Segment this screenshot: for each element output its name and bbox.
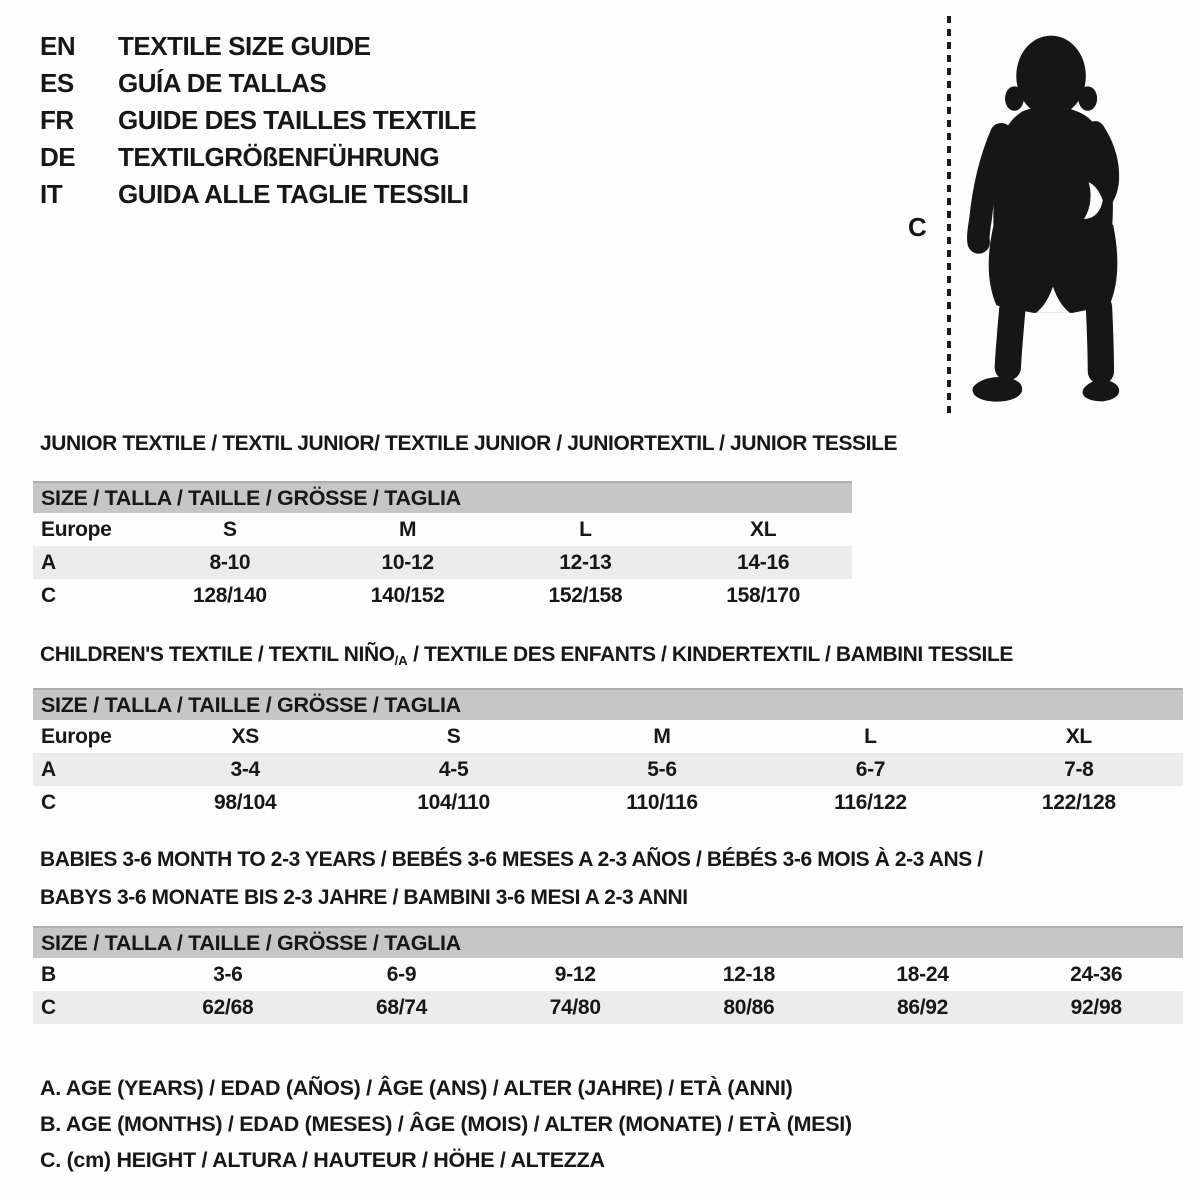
row-value: XL: [1065, 725, 1092, 748]
row-value: 12-13: [559, 551, 612, 574]
row-label: C: [41, 996, 56, 1019]
row-value: 24-36: [1070, 963, 1123, 986]
section-title-text: CHILDREN'S TEXTILE / TEXTIL NIÑO: [40, 643, 395, 666]
language-title: GUIDE DES TAILLES TEXTILE: [118, 105, 477, 135]
row-value: M: [653, 725, 671, 748]
row-value: 122/128: [1041, 791, 1116, 814]
table-row: [33, 720, 1183, 753]
row-value: 3-6: [213, 963, 243, 986]
language-code: IT: [40, 179, 63, 209]
section-title-line: BABIES 3-6 MONTH TO 2-3 YEARS / BEBÉS 3-6 MESES A 2-3 AÑOS / BÉBÉS 3-6 MOIS À 2-3 ANS /: [40, 848, 983, 871]
language-title: TEXTILE SIZE GUIDE: [118, 31, 371, 61]
language-row-it: [40, 176, 476, 213]
row-value: 128/140: [192, 584, 267, 607]
section-title-junior: [40, 430, 897, 457]
row-value: 80/86: [723, 996, 775, 1019]
table-row: [33, 546, 852, 579]
language-code: DE: [40, 142, 76, 172]
row-value: 68/74: [375, 996, 428, 1019]
row-value: 4-5: [438, 758, 469, 781]
row-label: A: [41, 758, 56, 781]
section-title-line: BABYS 3-6 MONATE BIS 2-3 JAHRE / BAMBINI 3-6 MESI A 2-3 ANNI: [40, 886, 688, 909]
table-row: [33, 786, 1183, 819]
section-title-text: / TEXTILE DES ENFANTS / KINDERTEXTIL / BAMBINI TESSILE: [407, 643, 1014, 666]
row-value: XS: [231, 725, 259, 748]
row-value: 152/158: [548, 584, 623, 607]
row-label: B: [41, 963, 56, 986]
size-header-bar: SIZE / TALLA / TAILLE / GRÖSSE / TAGLIA: [33, 926, 1183, 958]
row-value: 98/104: [213, 791, 277, 814]
row-label: C: [41, 584, 56, 607]
row-value: 74/80: [549, 996, 601, 1019]
language-code: EN: [40, 31, 76, 61]
note-age-years: A. AGE (YEARS) / EDAD (AÑOS) / ÂGE (ANS) / ALTER (JAHRE) / ETÀ (ANNI): [40, 1076, 793, 1100]
babies-table-body: [33, 958, 1183, 1024]
height-dashed-line: [947, 16, 951, 416]
row-value: 104/110: [417, 791, 490, 814]
row-value: 3-4: [230, 758, 260, 781]
language-title: GUÍA DE TALLAS: [118, 68, 327, 98]
toddler-silhouette-icon: [958, 16, 1146, 418]
language-code: FR: [40, 105, 74, 135]
section-title-text: JUNIOR TEXTILE / TEXTIL JUNIOR/ TEXTILE JUNIOR / JUNIORTEXTIL / JUNIOR TESSILE: [40, 432, 898, 455]
row-value: 18-24: [896, 963, 949, 986]
row-value: L: [864, 725, 877, 748]
row-value: M: [399, 518, 417, 541]
size-header-bar: SIZE / TALLA / TAILLE / GRÖSSE / TAGLIA: [33, 481, 852, 513]
junior-size-table: [33, 481, 852, 612]
row-value: 6-9: [386, 963, 417, 986]
row-value: 12-18: [722, 963, 775, 986]
row-value: 8-10: [209, 551, 251, 574]
language-row-en: [40, 28, 476, 65]
row-label: Europe: [41, 518, 112, 541]
language-title: TEXTILGRÖßENFÜHRUNG: [118, 142, 440, 172]
row-value: L: [579, 518, 592, 541]
table-row: [33, 958, 1183, 991]
note-age-months: B. AGE (MONTHS) / EDAD (MESES) / ÂGE (MOIS) / ALTER (MONATE) / ETÀ (MESI): [40, 1112, 852, 1136]
section-title-subscript: /A: [394, 653, 408, 668]
children-table-body: [33, 720, 1183, 819]
row-label: C: [41, 791, 56, 814]
row-value: 10-12: [381, 551, 434, 574]
junior-table-body: [33, 513, 852, 612]
row-value: 110/116: [626, 791, 698, 814]
row-value: 9-12: [554, 963, 596, 986]
language-list: [40, 28, 476, 213]
measure-notes: [40, 1070, 852, 1178]
row-value: XL: [750, 518, 777, 541]
children-size-table: [33, 688, 1183, 819]
row-value: 7-8: [1064, 758, 1094, 781]
language-title: GUIDA ALLE TAGLIE TESSILI: [118, 179, 469, 209]
note-height-cm: C. (cm) HEIGHT / ALTURA / HAUTEUR / HÖHE / ALTEZZA: [40, 1148, 605, 1172]
size-header-bar: SIZE / TALLA / TAILLE / GRÖSSE / TAGLIA: [33, 688, 1183, 720]
section-title-children: [40, 641, 1013, 674]
language-row-es: [40, 65, 476, 102]
language-code: ES: [40, 68, 74, 98]
row-value: 86/92: [896, 996, 949, 1019]
table-row: [33, 991, 1183, 1024]
row-label: A: [41, 551, 56, 574]
table-row: [33, 513, 852, 546]
row-value: 140/152: [370, 584, 445, 607]
table-row: [33, 753, 1183, 786]
row-value: 62/68: [202, 996, 254, 1019]
height-measure-label: C: [908, 212, 927, 242]
row-label: Europe: [41, 725, 112, 748]
row-value: S: [446, 725, 461, 748]
row-value: 5-6: [647, 758, 677, 781]
row-value: 92/98: [1070, 996, 1122, 1019]
row-value: 6-7: [855, 758, 886, 781]
row-value: 14-16: [737, 551, 790, 574]
height-measure-figure: [900, 0, 1160, 430]
row-value: 158/170: [726, 584, 801, 607]
section-title-babies: [40, 841, 983, 917]
row-value: 116/122: [834, 791, 907, 814]
babies-size-table: [33, 926, 1183, 1024]
table-row: [33, 579, 852, 612]
row-value: S: [223, 518, 237, 541]
language-row-fr: [40, 102, 476, 139]
language-row-de: [40, 139, 476, 176]
